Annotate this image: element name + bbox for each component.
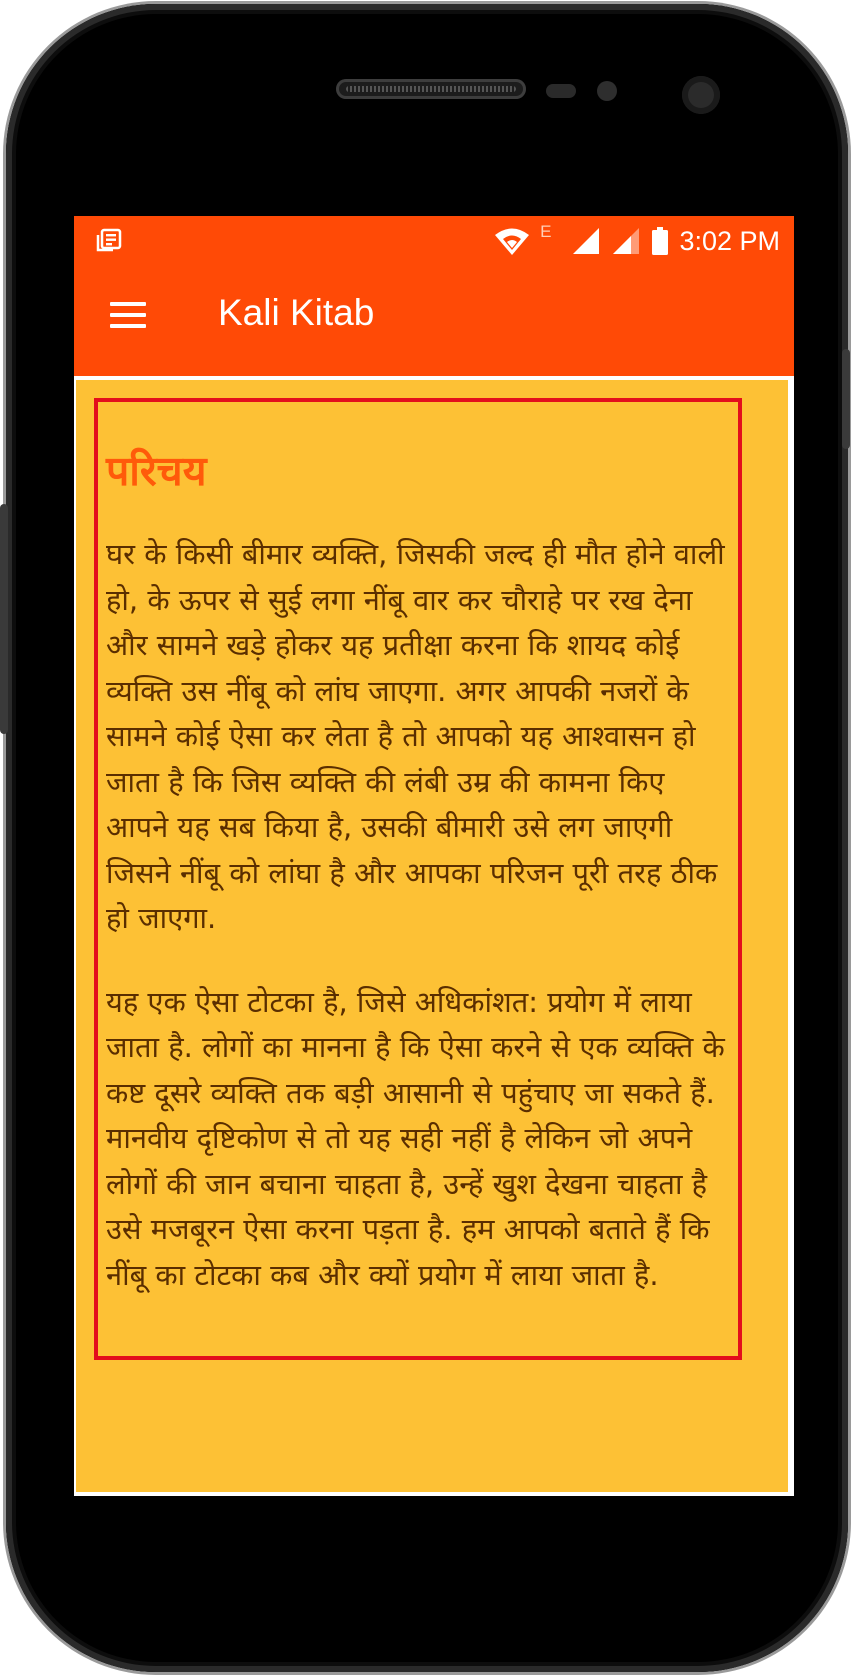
notification-news-icon [96,228,122,254]
status-time: 3:02 PM [679,225,780,256]
app-title: Kali Kitab [218,292,375,333]
status-icons [494,216,780,266]
article-paragraph: यह एक ऐसा टोटका है, जिसे अधिकांशत: प्रयोग में लाया जाता है. लोगों का मानना है कि ऐसा करने से एक व्यक्ति के कष्ट दूसरे व्यक्ति तक बड़ी आसानी से पहुंचाए जा सकते हैं. मानवीय दृष्टिकोण से तो यह सही नहीं है लेकिन जो अपने लोगों की जान बचाना चाहता है, उन्हें खुश देखना चाहता है उसे मजबूरन ऐसा करना पड़ता है. हम आपको बताते हैं कि नींबू का टोटका कब और क्यों प्रयोग में लाया जाता है. [106,984,725,1292]
phone-frame [6,4,848,1672]
power-button [842,349,850,449]
hamburger-menu-icon[interactable] [110,298,150,338]
volume-button [0,504,8,734]
light-sensor [597,81,617,101]
network-type-label: E [540,222,552,241]
screen [74,216,794,1496]
earpiece-speaker [336,79,526,99]
proximity-sensor [546,84,576,98]
signal-secondary-icon [611,226,641,256]
front-camera [682,76,720,114]
content-area[interactable] [76,380,788,1492]
wifi-icon [494,226,530,256]
signal-icon [571,226,601,256]
article-paragraph: घर के किसी बीमार व्यक्ति, जिसकी जल्द ही मौत होने वाली हो, के ऊपर से सुई लगा नींबू वार कर चौराहे पर रख देना और सामने खड़े होकर यह प्रतीक्षा करना कि शायद कोई व्यक्ति उस नींबू को लांघ जाएगा. अगर आपकी नजरों के सामने कोई ऐसा कर लेता है तो आपको यह आश्वासन हो जाता है कि जिस व्यक्ति की लंबी उम्र की कामना किए आपने यह सब किया है, उसकी बीमारी उसे लग जाएगी जिसने नींबू को लांघा है और आपका परिजन पूरी तरह ठीक हो जाएगा. [106,537,725,935]
article-card [94,398,742,1360]
status-bar [74,216,794,266]
article-heading: परिचय [106,447,207,495]
app-bar [74,266,794,376]
battery-icon [651,226,669,256]
